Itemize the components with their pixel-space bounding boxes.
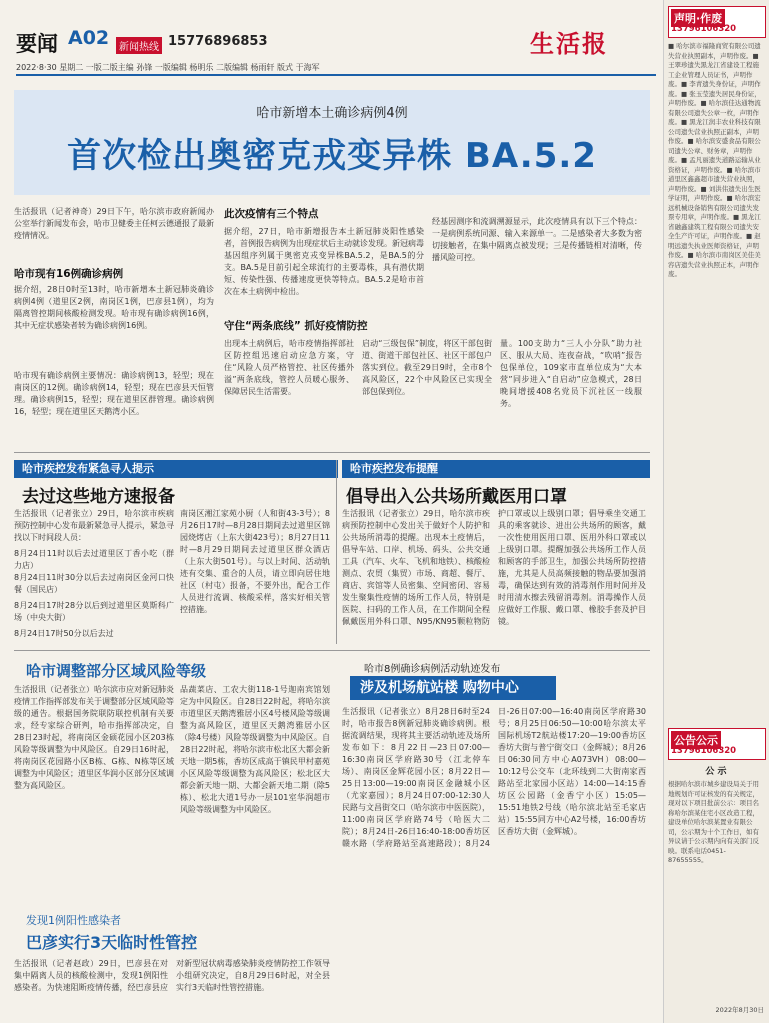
banner-headline: 首次检出奥密克戎变异株 BA.5.2 [67,136,597,176]
lead-banner [14,90,650,195]
announcement-title: 公 示 [705,767,727,777]
newspaper-logo: 生活报 [530,29,608,58]
banner-subtitle: 哈市新增本土确诊病例4例 [256,106,408,121]
lead-paragraph: 生活报讯（记者神奇）29日下午，哈尔滨市政府新闻办公室举行新闻发布会，哈市卫健委主任柯云德通报了最新疫情情况。 [14,207,214,240]
section-title: 要闻 [16,31,58,56]
three-features-heading: 此次疫情有三个特点 [224,208,319,220]
section-divider [14,650,650,651]
three-features-paragraph: 据介绍，27日，哈市新增报告本土新冠肺炎阳性感染者，首例报告病例为出现症状后主动就诊发现。新冠病毒基因组序列属于奥密克戎变异株BA.5.2，是BA.5的分支。BA.5是目前引起全球流行的主要毒株，具有潜伏期短、传染性强、传播速度更快等特点。BA.5.2是哈市首次在本土病例中检出。 [224,227,424,296]
mid-left-continued: 南岗区湘江家苑小厨（人和街43-3号）；8月26日17时—8月28日期间去过道里区锦园烧烤店（上东大街423号）；8月27日11时—8月29日期间去过道里区群众酒店（上东大街501号）。与以上时间、活动轨迹有交集、重合的人员，请立即向居住地社区（村屯）报备，不要外出，配合工作人员进行流调、核酸采样，落实好相关管控措施。 [180,509,330,614]
notice-header-phone: 13796106320 [671,24,737,34]
page-number: A02 [68,27,110,49]
section-divider [14,452,650,453]
low-right-subtitle: 哈市8例确诊病例活动轨迹发布 [364,664,501,675]
mid-left-item: 8月24日17时50分以后去过 [14,629,114,638]
hotline-number: 15776896853 [168,34,268,49]
cases-heading: 哈市现有16例确诊病例 [14,268,124,280]
low-right-title-bar: 涉及机场航站楼 购物中心 [350,676,556,700]
mid-right-bar: 哈市疾控发布提醒 [342,460,650,478]
hotline-label: 新闻热线 [116,37,162,54]
mid-left-bar: 哈市疾控发布紧急寻人提示 [14,460,338,478]
bottom-left-title: 巴彦实行3天临时性管控 [26,933,198,952]
defense-heading: 守住“两条底线” 抓好疫情防控 [224,320,368,332]
announcement-header-title: 公告公示 [671,731,721,749]
notice-header [668,6,766,38]
announcement-header-phone: 13796106320 [671,746,737,756]
low-left-title: 哈市调整部分区域风险等级 [26,662,207,680]
mid-left-item: 8月24日11时30分以后去过南岗区金河口快餐（国民店） [14,573,174,594]
defense-paragraph-2: 启动“三级包保”制度，将区干部包街道、街道干部包社区、社区干部包户落实到位。截至29日9时，全市8个高风险区，22个中风险区已实现全部包保到位。 [362,339,492,396]
notice-header-title: 声明·作废 [671,9,725,27]
mid-left-item: 8月24日17时28分以后到过道里区莫斯科广场（中央大街） [14,601,174,622]
announcement-body: 根据哈尔滨市城乡建设局关于用地规划许可证核发的有关规定，现对以下项目批前公示：项目名称哈尔滨某住宅小区改造工程，建设单位哈尔滨某置业有限公司，公示期为十个工作日，如有异议请于公示期内向有关部门反映。联系电话0451-87655555。 [668,780,759,864]
classified-sidebar [663,0,769,1023]
mid-right-body: 生活报讯（记者张立）29日，哈尔滨市疾病预防控制中心发出关于做好个人防护和公共场所消毒的提醒。出现本土疫情后，倡导车站、口岸、机场、码头、公共交通工具（汽车、火车、飞机和地铁）、核酸检测点、农贸（集贸）市场、商超、餐厅、商店、宾馆等人员密集、空间密闭、容易发生聚集性疫情的场所工作人员，特别是医院、扫码的工作人员，在工作期间全程佩戴医用外科口罩、N95/KN95颗粒物防护口罩或以上级别口罩；倡导乘坐交通工具的乘客就诊、进出公共场所的顾客，戴一次性使用医用口罩、医用外科口罩或以上级别口罩。提醒加强公共场所工作人员和顾客的手部卫生，加强公共场所防控措施，尤其是人员高频接触的物品要加强消毒，确保达到有效的消毒剂作用时间并及时用清水擦去残留消毒剂。消毒操作人员应做好工作服、戴口罩、橡胶手套及护目镜。 [342,509,646,626]
announcement-date: 2022年8月30日 [715,1006,764,1014]
cases-detail-paragraph: 哈市现有确诊病例主要情况：确诊病例13，轻型；现在南岗区的12例。确诊病例14，轻型；现在巴彦县天恒管理。确诊病例15，轻型；现在道里区群管理。确诊病例16，轻型；现在道里区天鹅湾小区。 [14,371,214,416]
three-features-paragraph-2: 经基因测序和流调溯源显示，此次疫情具有以下三个特点：一是病例系统同源、输入来源单一。二是感染者大多数为密切接触者，在集中隔离点被发现；三是传播链相对清晰，传播风险可控。 [432,217,642,262]
header-rule [16,74,656,76]
defense-paragraph-3: 量。100支助力“三人小分队”助力社区、服从大局、连夜奋战，“吹哨”报告包保单位，109家市直单位成为“大本营”同步进入“自启动”应急模式，28日晚间增援408名党员下沉社区一线服务。 [500,339,642,408]
low-left-body: 生活报讯（记者张立）哈尔滨市应对新冠肺炎疫情工作指挥部发布关于调整部分区域风险等级的通告。根据国务院联防联控机制有关要求，经专家综合研判，哈市指挥部决定，自28日23时起，将南岗区金硕花园小区203栋风险等级调整为中风险区。自29日16时起，将南岗区花园路小区B栋、G栋、N栋等区域调整为中风险区；道里区华润小区部分区域调整为高风险区。 [14,685,174,790]
masthead [10,0,658,78]
mid-left-title: 去过这些地方速报备 [22,487,175,507]
low-left-body-2: 品蔬菜店、工农大街118-1号迦南宾馆划定为中风险区。自28日22时起，将哈尔滨市道里区天鹅湾雅居小区4号楼风险等级调整为高风险区，道里区天鹅湾雅居小区（除4号楼）风险等级调整为中风险区。自28日22时起，将哈尔滨市松北区大都会新天地一期5栋，香坊区成高于镇民甲村嘉苑小区风险等级调整为高风险区；松北区大都会新天地一期、大都会新天地二期（除5栋）、松北大道1号办一层101室华润超市风险等级调整为中风险区。 [180,685,330,814]
mid-left-item: 8月24日11时以后去过道里区丁香小吃（群力店） [14,549,174,570]
column-divider [336,460,337,644]
edition-meta: 2022·8·30 星期二 一版二版主编 孙锋 一版编辑 杨明乐 二版编辑 杨雨轩 版式 于海军 [16,63,320,72]
bottom-left-subtitle: 发现1例阳性感染者 [26,914,121,927]
defense-paragraph: 出现本土病例后，哈市疫情指挥部社区防控组迅速启动应急方案，守住“风险人员严格管控、社区传播外溢”两条底线，管控人员暖心服务、保障居民生活需要。 [224,339,354,396]
notice-list: ■ 哈尔滨市福隆商贸有限公司遗失营业执照副本，声明作废。■ 王翠珍遗失黑龙江省建设工程施工企业管理人员证书，声明作废。■ 李青遗失身份证，声明作废。■ 张玉莹遗失居民身份证，声明作废。■ 哈尔滨佳达通物流有限公司遗失公章一枚，声明作废。■ 黑龙江润丰农业科技有限公司遗失营业执照正副本，声明作废。■ 哈尔滨安盛食品有限公司遗失公章、财务章，声明作废。■ 孟凡丽遗失道路运输从业资格证，声明作废。■ 哈尔滨市道里区鑫鑫超市遗失营业执照，声明作废。■ 刘洪伟遗失出生医学证明，声明作废。■ 哈尔滨宏远机械设备销售有限公司遗失发票专用章，声明作废。■ 黑龙江省融鑫建筑工程有限公司遗失安全生产许可证，声明作废。■ 赵明远遗失执业医师资格证，声明作废。■ 哈尔滨市南岗区美佳美容店遗失营业执照正本，声明作废。 [668,42,761,278]
bottom-left-body: 生活报讯（记者赵政）29日，巴彦县在对集中隔离人员的核酸检测中，发现1例阳性感染者。为快速阻断疫情传播，经巴彦县应对新型冠状病毒感染肺炎疫情防控工作领导小组研究决定，自8月29日6时起，对全县实行3天临时性管控措施。 [14,959,330,992]
announcement-header [668,728,766,760]
low-right-body: 生活报讯（记者张立）8月28日6时至24时，哈市报告8例新冠肺炎确诊病例。根据流调结果，现将其主要活动轨迹及场所发布如下：8月22日—23日07:00—16:30南岗区学府路30号（江北停车场）、南岗区金辉花园小区；8月22日—25日13:00—19:00南岗区金融城小区（尤家嘉园）；8月24日07:00-12:30人民路与文昌街交口（哈尔滨市中医医院），11:00南岗区学府路74号（哈医大二院）；8月24日-26日16:40-18:00香坊区赣水路（学府路站至高速路段）；8月24日-26日07:00—16:40南岗区学府路30号；8月25日06:50—10:00哈尔滨太平国际机场T2航站楼17:20—19:00香坊区香坊大街与普宁街交口（金辉城）；8月26日06:30同方中心A073VH）08:00—10:12号公交车（北环线到二大街南家西路站至北家园小区站）14:00—14:15香坊区公园路（金香宁小区）15:05—15:51地铁2号线（哈尔滨北站至毛家店站）15:55同方中心A2号楼，16:00香坊区香坊大街（金辉城）。 [342,707,646,848]
mid-right-title: 倡导出入公共场所戴医用口罩 [346,487,567,507]
mid-left-intro: 生活报讯（记者张立）29日，哈尔滨市疾病预防控制中心发布最新紧急寻人提示，紧急寻找以下时间段人员： [14,509,174,542]
cases-paragraph: 据介绍，28日0时至13时，哈市新增本土新冠肺炎确诊病例4例（道里区2例，南岗区1例，巴彦县1例），均为隔离管控期间核酸检测发现。哈市现有确诊病例16例，其中无症状感染者转为确诊病例16例。 [14,285,214,330]
